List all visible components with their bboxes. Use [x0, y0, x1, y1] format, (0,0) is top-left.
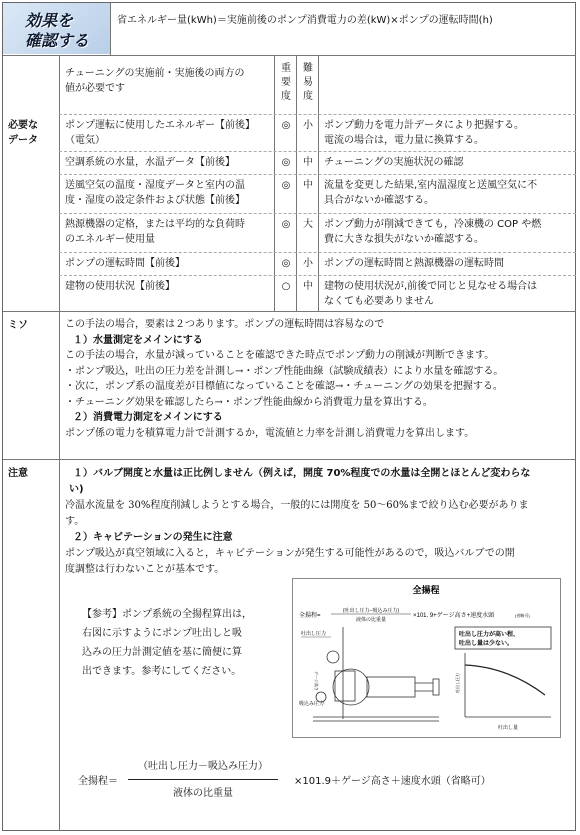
divider: [3, 55, 576, 56]
table-row-item: ポンプ運転に使用したエネルギー【前後】 （電気）: [65, 120, 255, 146]
callout-line2: 吐出し量は少ない。: [459, 641, 514, 647]
caution-body: １）バルブ開度と水量は正比例しません（例えば，開度 70%程度での水量は全開とほとんど変わらな い) 冷温水流量を 30%程度削減しようとする場合，一般的には開度を 50～60%まで絞り込む必要がありま す。 ２）キャビテーションの発生に注意 ポンプ吸込が真空領域に入ると，キャビテーションが発生する可能性があるので，吸込バルブでの開 度調整は行わないことが基本です。: [65, 468, 531, 575]
importance-mark: ◎: [281, 219, 291, 230]
row-divider: [59, 213, 576, 214]
bottom-formula-right: ×101.9＋ゲージ高さ＋速度水頭（省略可）: [294, 776, 491, 787]
figure-formula-numerator: (吐出し圧力−吸込み圧力): [342, 608, 400, 614]
miso-body: この手法の場合，要素は２つあります。ポンプの運転時間は容易なので １）水量測定をメインにする この手法の場合，水量が減っていることを確認できた時点でポンプ動力の削減が判断できます。 ・ポンプ吸込，吐出の圧力差を計測し→・ポンプ性能曲線（試験成績表）により水量を確認する。 ・次に，ポンプ系の温度差が目標値になっていることを確認→・チューニングの効果を把握する。 ・チューニング効果を確認したら→・ポンプ性能曲線から消費電力量を算出する。 ２）消費電力測定をメインにする ポンプ係の電力を積算電力計で計測するか，電流値と力率を計測し消費電力を算出します。: [65, 319, 504, 439]
reference-note: 【参考】ポンプ系統の全揚程算出は， 右図に示すようにポンプ吐出しと吸 込みの圧力計測定値を基に簡便に算 出できます。参考にしてください。: [82, 609, 252, 677]
pump-diagram: [293, 579, 560, 737]
section-label-required-data: 必要な データ: [8, 120, 38, 146]
figure-formula-note: (省略可): [515, 613, 530, 618]
bottom-formula-fraction-bar: [128, 779, 278, 780]
difficulty-mark: 中: [303, 157, 313, 168]
page-title: 効果を 確認する: [25, 11, 90, 50]
total-head-figure: [292, 578, 561, 738]
label-discharge-pressure: 吐出し圧力: [301, 631, 327, 637]
curve-x-label: 吐出し量: [497, 725, 519, 731]
table-row-note: ポンプの運転時間と熱源機器の運転時間: [324, 258, 504, 269]
section-label-caution: 注意: [8, 468, 28, 479]
column-header-importance: 重 要 度: [281, 63, 291, 102]
figure-title: 全揚程: [412, 585, 440, 595]
bottom-formula-numerator: （吐出し圧力－吸込み圧力）: [138, 761, 268, 772]
difficulty-mark: 小: [303, 120, 313, 131]
pump-performance-curve: [465, 665, 545, 695]
figure-formula-right: ×101. 9+ゲージ高さ+速度水頭: [413, 613, 495, 619]
column-header-note: チューニングの実施前・実施後の両方の 値が必要です: [65, 68, 245, 94]
curve-y-label: 吐出し圧力: [455, 673, 460, 693]
table-row-note: チューニングの実施状況の確認: [324, 157, 464, 168]
difficulty-mark: 大: [303, 219, 313, 230]
table-row-note: ポンプ動力を電力計データにより把握する。 電流の場合は，電力量に換算する。: [324, 120, 524, 146]
bottom-formula-denominator: 液体の比重量: [173, 788, 233, 799]
callout-line1: 吐出し圧力が高い程、: [459, 632, 520, 638]
importance-mark: ◎: [281, 180, 291, 191]
importance-mark: ◎: [281, 157, 291, 168]
divider: [110, 3, 111, 55]
table-row-item: 建物の使用状況【前後】: [65, 281, 175, 292]
table-row-item: 熱源機器の定格，または平均的な負荷時 のエネルギー使用量: [65, 219, 245, 245]
divider: [3, 311, 576, 312]
divider: [59, 55, 60, 831]
row-divider: [59, 151, 576, 152]
difficulty-mark: 小: [303, 258, 313, 269]
row-divider: [59, 275, 576, 276]
table-row-item: 送風空気の温度・湿度データと室内の温 度・湿度の設定条件および状態【前後】: [65, 180, 245, 206]
table-row-note: ポンプ動力が削減できても，冷凍機の COP や燃 費に大きな損失がないか確認する。: [324, 219, 542, 245]
importance-mark: ○: [281, 281, 291, 292]
pump-icon: [313, 627, 439, 721]
row-divider: [59, 174, 576, 175]
table-row-item: ポンプの運転時間【前後】: [65, 258, 185, 269]
section-label-miso: ミソ: [8, 320, 28, 331]
figure-formula-denominator: 液体の比重量: [355, 617, 387, 623]
difficulty-mark: 中: [303, 281, 313, 292]
importance-mark: ◎: [281, 120, 291, 131]
difficulty-mark: 中: [303, 180, 313, 191]
label-suction-pressure: 吸込み圧力: [299, 701, 325, 707]
table-row-note: 流量を変更した結果,室内温湿度と送風空気に不 具合がないか確認する。: [324, 180, 538, 206]
importance-mark: ◎: [281, 258, 291, 269]
row-divider: [59, 252, 576, 253]
energy-formula: 省エネルギー量(kWh)＝実施前後のポンプ消費電力の差(kW)×ポンプの運転時間(h): [117, 15, 493, 26]
divider: [3, 459, 576, 460]
bottom-formula-left: 全揚程＝: [78, 776, 118, 787]
table-row-note: 建物の使用状況が,前後で同じと見なせる場合は なくても必要ありません: [324, 281, 538, 307]
label-gauge-height: ゲージ高さ: [314, 671, 319, 691]
figure-formula-left: 全揚程=: [299, 613, 321, 619]
title-badge: [3, 3, 110, 54]
column-header-difficulty: 難 易 度: [303, 63, 313, 102]
table-row-item: 空調系統の水量，水温データ【前後】: [65, 157, 235, 168]
row-divider: [59, 114, 576, 115]
